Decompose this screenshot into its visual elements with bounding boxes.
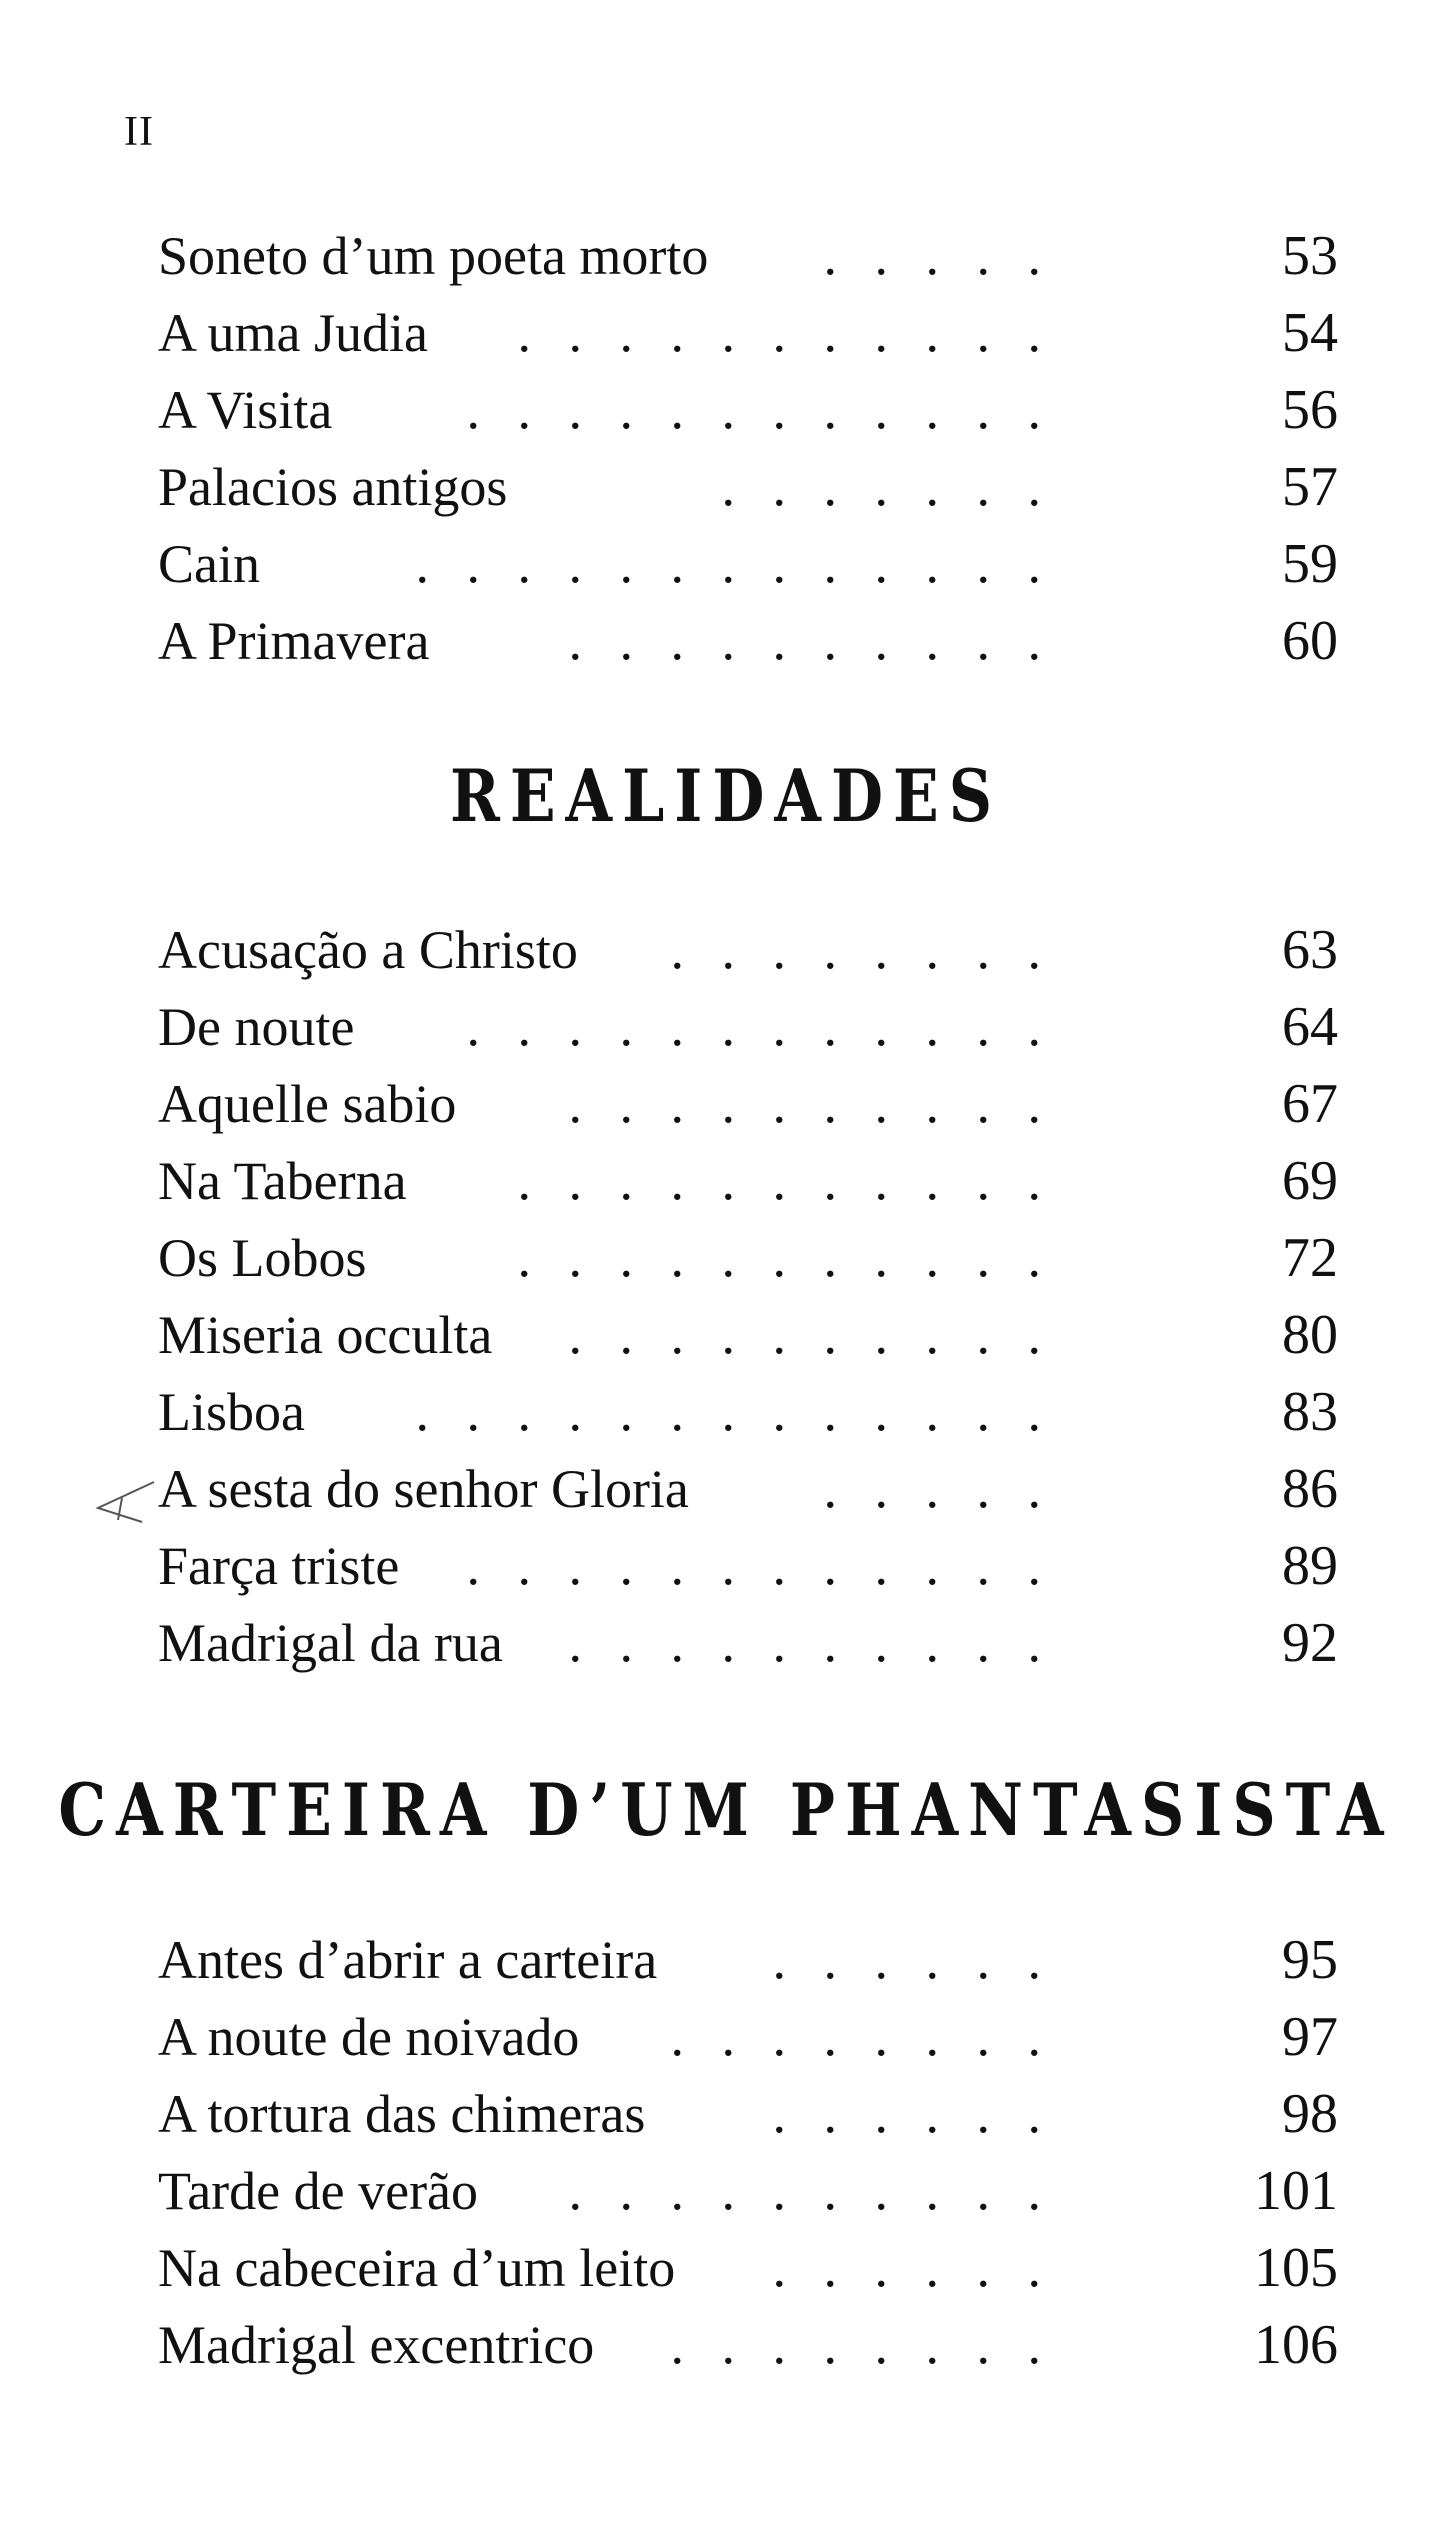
toc-entry-title: Lisboa <box>158 1382 305 1442</box>
toc-entry-page: 56 <box>1282 379 1338 441</box>
toc-entry <box>158 1066 1338 1143</box>
section-heading-realidades: REALIDADES <box>449 755 1003 839</box>
toc-entry <box>158 1374 1338 1451</box>
leader-dots: . . . . . . . . . . . . . <box>415 1382 1053 1442</box>
toc-entry-title: Farça triste <box>158 1536 400 1596</box>
toc-entry <box>158 372 1338 449</box>
toc-entry-title: A Visita <box>158 380 333 440</box>
toc-entry <box>158 1220 1338 1297</box>
toc-entry-page: 57 <box>1282 456 1338 518</box>
toc-entry-page: 72 <box>1282 1227 1338 1289</box>
toc-entry <box>158 2153 1338 2230</box>
toc-entry-title: A tortura das chimeras <box>158 2084 646 2144</box>
toc-entry <box>158 2076 1338 2153</box>
toc-entry <box>158 1297 1338 1374</box>
toc-entry-page: 67 <box>1282 1073 1338 1135</box>
page-number: II <box>124 109 154 155</box>
leader-dots: . . . . . . . . <box>670 920 1053 980</box>
toc-entry-page: 54 <box>1282 302 1338 364</box>
toc-entry-title: Acusação a Christo <box>158 920 578 980</box>
leader-dots: . . . . . . . . . . <box>568 1305 1053 1365</box>
toc-entry <box>158 449 1338 526</box>
toc-entry <box>158 526 1338 603</box>
toc-entry-title: Soneto d’um poeta morto <box>158 226 709 286</box>
toc-entry-title: A noute de noivado <box>158 2007 580 2067</box>
leader-dots: . . . . . . <box>772 2238 1053 2298</box>
toc-entry-page: 64 <box>1282 996 1338 1058</box>
toc-entry-title: De noute <box>158 997 355 1057</box>
toc-entry-page: 101 <box>1254 2160 1338 2222</box>
leader-dots: . . . . . . . . . . <box>568 2161 1053 2221</box>
leader-dots: . . . . . . . . <box>670 2315 1053 2375</box>
toc-entry <box>158 912 1338 989</box>
toc-entry-title: A sesta do senhor Gloria <box>158 1459 689 1519</box>
toc-entry-title: Palacios antigos <box>158 457 508 517</box>
leader-dots: . . . . . <box>823 226 1053 286</box>
leader-dots: . . . . . . . . . . . <box>517 303 1053 363</box>
toc-entry-title: Miseria occulta <box>158 1305 493 1365</box>
toc-entry-title: A uma Judia <box>158 303 428 363</box>
leader-dots: . . . . . . . . . . <box>568 611 1053 671</box>
toc-entry-title: Antes d’abrir a carteira <box>158 1930 658 1990</box>
toc-entry-page: 59 <box>1282 533 1338 595</box>
leader-dots: . . . . . . . . . . . <box>517 1151 1053 1211</box>
leader-dots: . . . . . . . . . . . <box>517 1228 1053 1288</box>
toc-entry <box>158 2307 1338 2384</box>
toc-section-continuation <box>158 218 1338 680</box>
toc-entry-title: Os Lobos <box>158 1228 367 1288</box>
toc-entry <box>158 1528 1338 1605</box>
toc-section-carteira <box>158 1922 1338 2384</box>
toc-entry-title: Na Taberna <box>158 1151 407 1211</box>
toc-entry-title: Cain <box>158 534 260 594</box>
toc-entry <box>158 2230 1338 2307</box>
toc-entry-title: Na cabeceira d’um leito <box>158 2238 676 2298</box>
toc-entry-page: 60 <box>1282 610 1338 672</box>
toc-entry-page: 95 <box>1282 1929 1338 1991</box>
toc-section-realidades <box>158 912 1338 1682</box>
toc-entry-page: 97 <box>1282 2006 1338 2068</box>
leader-dots: . . . . . <box>823 1459 1053 1519</box>
toc-entry-title: Aquelle sabio <box>158 1074 457 1134</box>
leader-dots: . . . . . . . . . . . . <box>466 1536 1053 1596</box>
toc-entry <box>158 603 1338 680</box>
leader-dots: . . . . . . . . <box>670 2007 1053 2067</box>
toc-entry <box>158 1451 1338 1528</box>
toc-entry-page: 86 <box>1282 1458 1338 1520</box>
toc-entry-page: 63 <box>1282 919 1338 981</box>
toc-entry-title: Madrigal excentrico <box>158 2315 595 2375</box>
toc-entry-page: 98 <box>1282 2083 1338 2145</box>
leader-dots: . . . . . . . . . . . . <box>466 997 1053 1057</box>
toc-entry <box>158 218 1338 295</box>
toc-entry <box>158 1922 1338 1999</box>
toc-entry-page: 89 <box>1282 1535 1338 1597</box>
toc-entry-title: A Primavera <box>158 611 430 671</box>
section-heading-carteira: CARTEIRA D’UM PHANTASISTA <box>58 1769 1394 1853</box>
toc-entry-page: 53 <box>1282 225 1338 287</box>
toc-entry <box>158 1143 1338 1220</box>
leader-dots: . . . . . . . . . . . . <box>466 380 1053 440</box>
toc-entry-page: 105 <box>1254 2237 1338 2299</box>
leader-dots: . . . . . . . . . . . . . <box>415 534 1053 594</box>
leader-dots: . . . . . . . . . . <box>568 1074 1053 1134</box>
toc-entry-page: 83 <box>1282 1381 1338 1443</box>
leader-dots: . . . . . . <box>772 1930 1053 1990</box>
toc-entry <box>158 1605 1338 1682</box>
leader-dots: . . . . . . . <box>721 457 1053 517</box>
toc-entry <box>158 989 1338 1066</box>
toc-entry-page: 80 <box>1282 1304 1338 1366</box>
toc-entry <box>158 1999 1338 2076</box>
leader-dots: . . . . . . <box>772 2084 1053 2144</box>
toc-entry <box>158 295 1338 372</box>
toc-entry-page: 106 <box>1254 2314 1338 2376</box>
toc-entry-page: 92 <box>1282 1612 1338 1674</box>
toc-entry-title: Madrigal da rua <box>158 1613 503 1673</box>
leader-dots: . . . . . . . . . . <box>568 1613 1053 1673</box>
pencil-margin-mark <box>92 1472 162 1542</box>
toc-entry-title: Tarde de verão <box>158 2161 479 2221</box>
toc-entry-page: 69 <box>1282 1150 1338 1212</box>
